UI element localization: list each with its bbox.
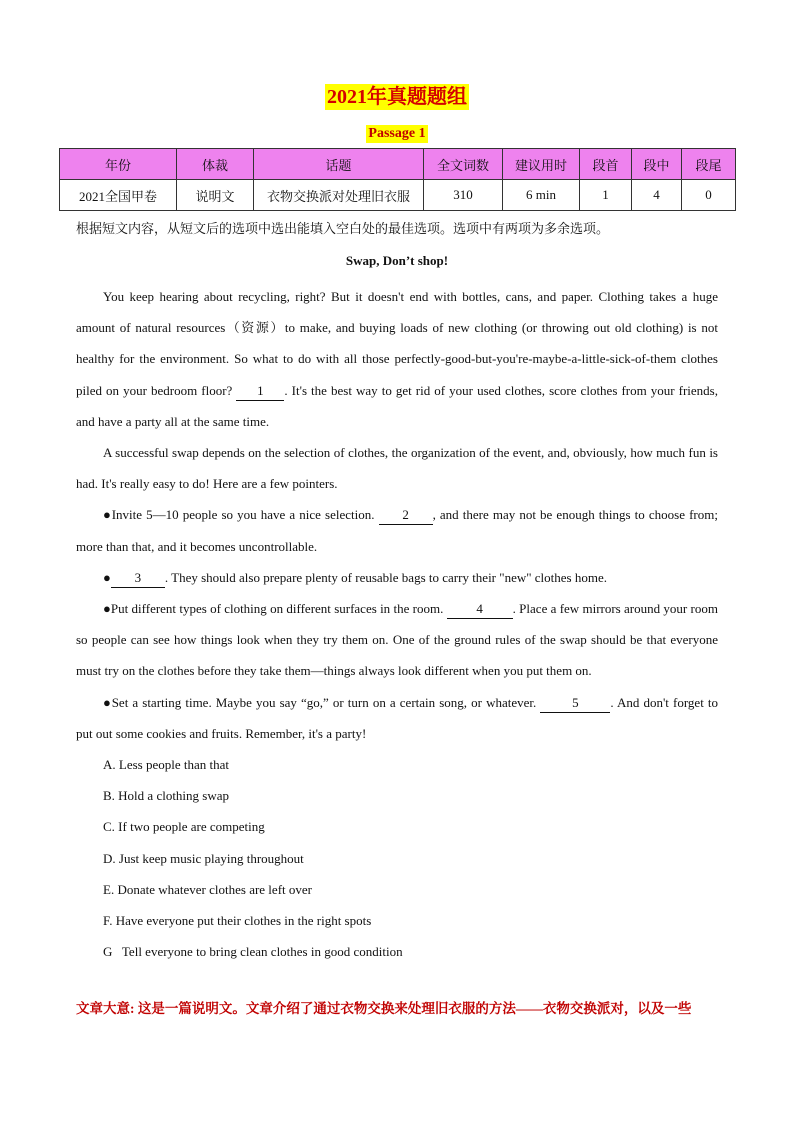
table-cell: 1 — [580, 180, 632, 211]
table-cell: 2021全国甲卷 — [60, 180, 177, 211]
option-c: C. If two people are competing — [103, 819, 265, 835]
table-cell: 4 — [632, 180, 682, 211]
summary-text: 文章大意: 这是一篇说明文。文章介绍了通过衣物交换来处理旧衣服的方法——衣物交换派对，以及一些 — [76, 1001, 692, 1016]
option-g: G Tell everyone to bring clean clothes in good condition — [103, 944, 403, 960]
blank-3: 3 — [111, 569, 165, 588]
option-d: D. Just keep music playing throughout — [103, 850, 304, 866]
passage-body — [76, 281, 718, 967]
blank-1: 1 — [236, 382, 284, 401]
blank-4: 4 — [447, 600, 513, 619]
column-header: 年份 — [60, 149, 177, 180]
column-header: 话题 — [254, 149, 424, 180]
column-header: 建议用时 — [503, 149, 580, 180]
option-f: F. Have everyone put their clothes in the right spots — [103, 913, 372, 929]
option-e: E. Donate whatever clothes are left over — [103, 881, 312, 897]
passage-label: Passage 1 — [368, 126, 426, 141]
table-cell: 6 min — [503, 180, 580, 211]
table-cell: 310 — [424, 180, 503, 211]
blank-2: 2 — [379, 506, 433, 525]
paragraph-4: ● 3 . They should also prepare plenty of reusable bags to carry their "new" clothes home. — [76, 562, 718, 593]
paragraph-5: ●Put different types of clothing on different surfaces in the room. 4 . Place a few mirrors around your room so people can see how things look when they try them on. One of the ground rules of the swap should be that everyone must try on the clothes before they take them—things always look different when you put them on. — [76, 601, 718, 679]
paragraph-1: You keep hearing about recycling, right? But it doesn't end with bottles, cans, and paper. Clothing takes a huge amount of natural resources（资源）to make, and buying loads of new clothing (or throwing out old clothing) is not healthy for the environment. So what to do with all those perfectly-good-but-you're-maybe-a-little-sick-of-them clothes piled on your bedroom floor? 1 . It's the best way to get rid of your used clothes, score clothes from your friends, and have a party all at the same time. — [76, 289, 718, 429]
blank-5: 5 — [540, 694, 610, 713]
column-header: 段首 — [580, 149, 632, 180]
table-cell: 衣物交换派对处理旧衣服 — [254, 180, 424, 211]
option-a: A. Less people than that — [103, 757, 229, 773]
column-header: 段尾 — [682, 149, 736, 180]
table-cell: 说明文 — [177, 180, 254, 211]
paragraph-3: ●Invite 5—10 people so you have a nice selection. 2 , and there may not be enough things to choose from; more than that, and it becomes uncontrollable. — [76, 507, 718, 554]
passage-title: Swap, Don’t shop! — [345, 253, 449, 268]
option-b: B. Hold a clothing swap — [103, 788, 230, 804]
column-header: 段中 — [632, 149, 682, 180]
table-cell: 0 — [682, 180, 736, 211]
instruction-text: 根据短文内容，从短文后的选项中选出能填入空白处的最佳选项。选项中有两项为多余选项。 — [76, 221, 610, 236]
paragraph-6: ●Set a starting time. Maybe you say “go,” or turn on a certain song, or whatever. 5 . And don't forget to put out some cookies and fruits. Remember, it's a party! — [76, 694, 719, 741]
info-table — [59, 148, 736, 211]
column-header: 体裁 — [177, 149, 254, 180]
table-row — [60, 180, 736, 211]
table-header-row — [60, 149, 736, 180]
column-header: 全文词数 — [424, 149, 503, 180]
page-title: 2021年真题题组 — [327, 86, 467, 108]
paragraph-2: A successful swap depends on the selection of clothes, the organization of the event, and, obviously, how much fun is had. It's really easy to do! Here are a few pointers. — [76, 445, 718, 492]
